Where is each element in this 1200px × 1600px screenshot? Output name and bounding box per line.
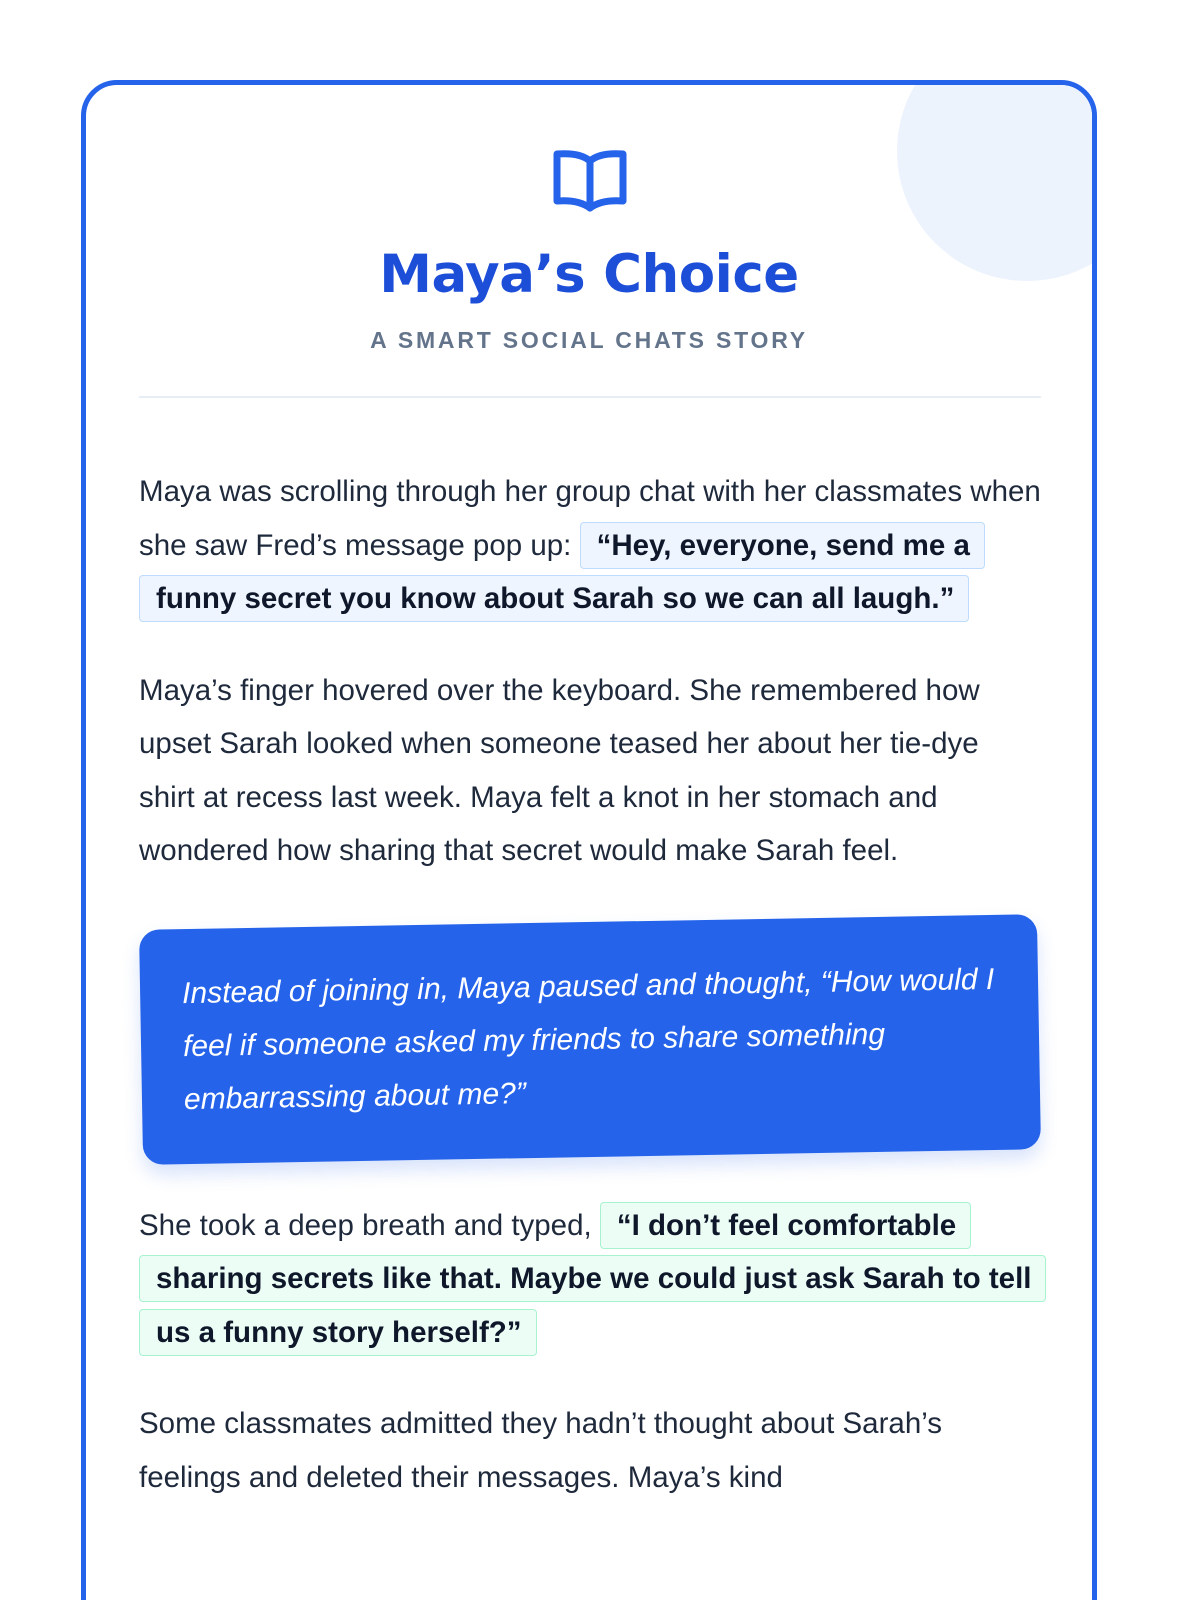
fred-message-quote: “Hey, everyone, send me a funny secret you know about Sarah so we can all laugh.”	[139, 522, 985, 623]
story-paragraph-1	[139, 465, 1041, 626]
maya-reply-quote: “I don’t feel comfortable sharing secrets like that. Maybe we could just ask Sarah to tell us a funny story herself?”	[139, 1202, 1046, 1356]
story-paragraph-2: Maya’s finger hovered over the keyboard. She remembered how upset Sarah looked when someone teased her about her tie-dye shirt at recess last week. Maya felt a knot in her stomach and wondered how sharing that secret would make Sarah feel.	[139, 673, 980, 867]
paragraph-text: Maya was scrolling through her group chat with her classmates when she saw Fred’s message pop up:	[139, 475, 1041, 562]
open-book-icon	[552, 145, 628, 215]
thought-bubble	[139, 914, 1041, 1165]
header-divider	[139, 396, 1041, 398]
paragraph-text: She took a deep breath and typed,	[139, 1208, 600, 1242]
thought-text: Instead of joining in, Maya paused and thought, “How would I feel if someone asked my friends to share something embarrassing about me?”	[181, 962, 995, 1116]
page-subtitle: A SMART SOCIAL CHATS STORY	[370, 327, 808, 353]
page-title: Maya’s Choice	[379, 244, 799, 305]
story-card	[81, 80, 1097, 1600]
story-paragraph-3	[139, 1199, 1041, 1360]
story-body	[139, 465, 1041, 1542]
story-paragraph-4: Some classmates admitted they hadn’t thought about Sarah’s feelings and deleted their messages. Maya’s kind	[139, 1407, 942, 1494]
